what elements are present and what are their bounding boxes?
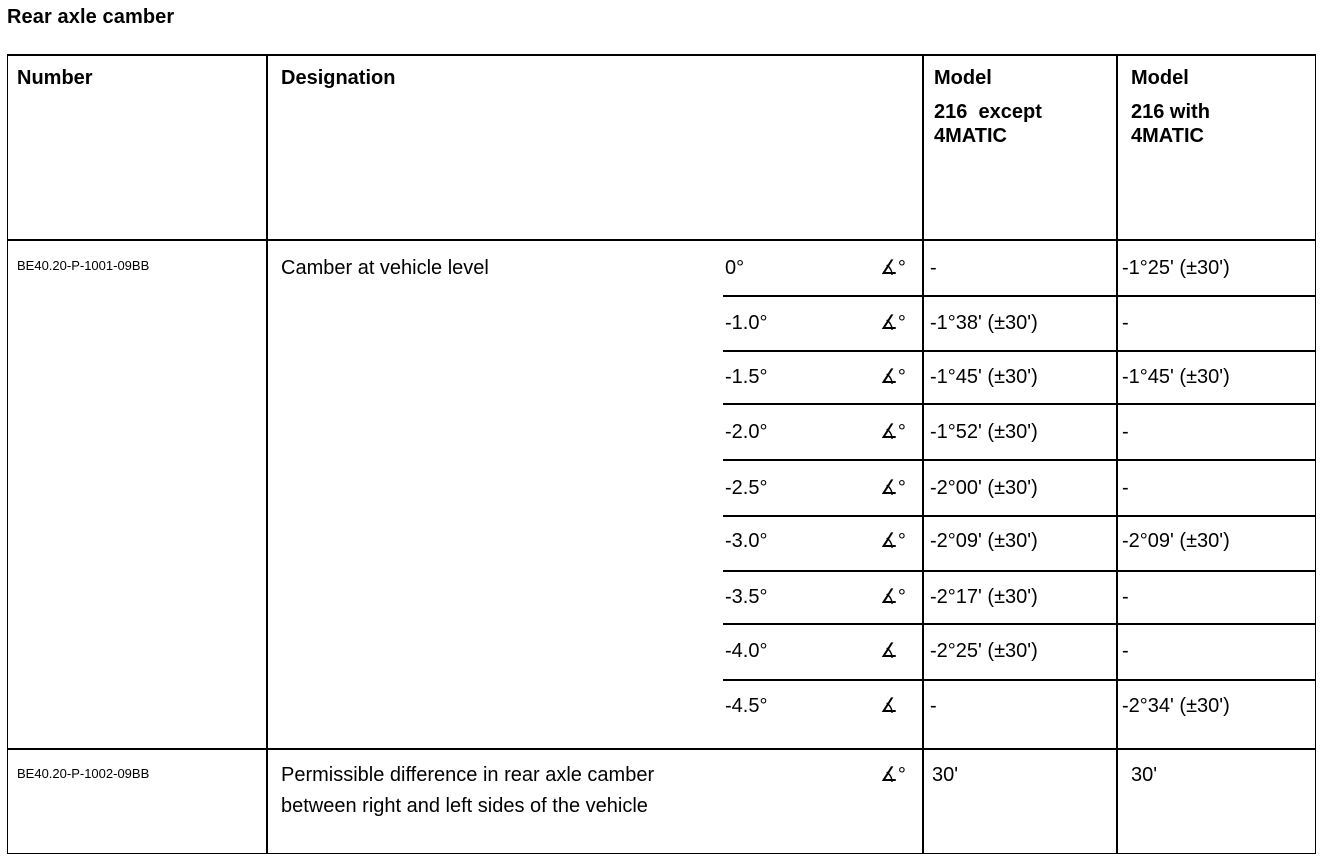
row2-designation-line2: between right and left sides of the vehicle — [281, 795, 648, 817]
model1-value: -1°52' (±30') — [930, 421, 1038, 443]
header-model2-line2: 4MATIC — [1131, 125, 1204, 147]
page-title: Rear axle camber — [7, 6, 175, 28]
angle-icon: ∡° — [880, 586, 906, 608]
camber-level: -2.0° — [725, 421, 768, 443]
model1-value: -2°17' (±30') — [930, 586, 1038, 608]
angle-icon: ∡° — [880, 366, 906, 388]
angle-icon: ∡° — [880, 257, 906, 279]
subrow-divider — [723, 679, 1316, 681]
camber-level: -2.5° — [725, 477, 768, 499]
header-model1-label: Model — [934, 67, 992, 89]
header-model1-line2: 4MATIC — [934, 125, 1007, 147]
model2-value: - — [1122, 312, 1129, 334]
camber-level: 0° — [725, 257, 745, 279]
angle-icon: ∡ — [880, 640, 898, 662]
model1-value: -1°45' (±30') — [930, 366, 1038, 388]
header-divider — [7, 239, 1316, 241]
camber-level: -4.5° — [725, 695, 768, 717]
model2-value: - — [1122, 421, 1129, 443]
row1-designation: Camber at vehicle level — [281, 257, 489, 279]
model1-value: -2°25' (±30') — [930, 640, 1038, 662]
col-divider — [1116, 54, 1118, 854]
camber-level: -3.0° — [725, 530, 768, 552]
camber-level: -1.5° — [725, 366, 768, 388]
model2-value: - — [1122, 477, 1129, 499]
subrow-divider — [723, 623, 1316, 625]
angle-icon: ∡° — [880, 477, 906, 499]
model1-value: - — [930, 257, 937, 279]
camber-level: -1.0° — [725, 312, 768, 334]
header-model1-line1: 216 except — [934, 101, 1042, 123]
model2-value: -1°25' (±30') — [1122, 257, 1230, 279]
model1-value: - — [930, 695, 937, 717]
header-model2-label: Model — [1131, 67, 1189, 89]
angle-icon: ∡° — [880, 312, 906, 334]
model2-value: - — [1122, 640, 1129, 662]
row1-number: BE40.20-P-1001-09BB — [17, 258, 150, 273]
camber-level: -4.0° — [725, 640, 768, 662]
col-divider — [266, 54, 268, 854]
col-divider — [922, 54, 924, 854]
row2-model1-value: 30' — [932, 764, 959, 786]
model2-value: -1°45' (±30') — [1122, 366, 1230, 388]
camber-level: -3.5° — [725, 586, 768, 608]
model1-value: -2°00' (±30') — [930, 477, 1038, 499]
subrow-divider — [723, 350, 1316, 352]
subrow-divider — [723, 295, 1316, 297]
angle-icon: ∡ — [880, 695, 898, 717]
model2-value: -2°34' (±30') — [1122, 695, 1230, 717]
subrow-divider — [723, 403, 1316, 405]
header-designation: Designation — [281, 67, 396, 89]
model2-value: -2°09' (±30') — [1122, 530, 1230, 552]
row-divider — [7, 748, 1316, 750]
row2-designation-line1: Permissible difference in rear axle camber — [281, 764, 655, 786]
row2-number: BE40.20-P-1002-09BB — [17, 766, 150, 781]
header-number: Number — [17, 67, 93, 89]
angle-icon: ∡° — [880, 530, 906, 552]
model1-value: -1°38' (±30') — [930, 312, 1038, 334]
angle-icon: ∡° — [880, 764, 906, 786]
row2-model2-value: 30' — [1131, 764, 1158, 786]
model2-value: - — [1122, 586, 1129, 608]
header-model2-line1: 216 with — [1131, 101, 1210, 123]
model1-value: -2°09' (±30') — [930, 530, 1038, 552]
angle-icon: ∡° — [880, 421, 906, 443]
camber-table — [7, 54, 1316, 854]
subrow-divider — [723, 515, 1316, 517]
subrow-divider — [723, 570, 1316, 572]
subrow-divider — [723, 459, 1316, 461]
